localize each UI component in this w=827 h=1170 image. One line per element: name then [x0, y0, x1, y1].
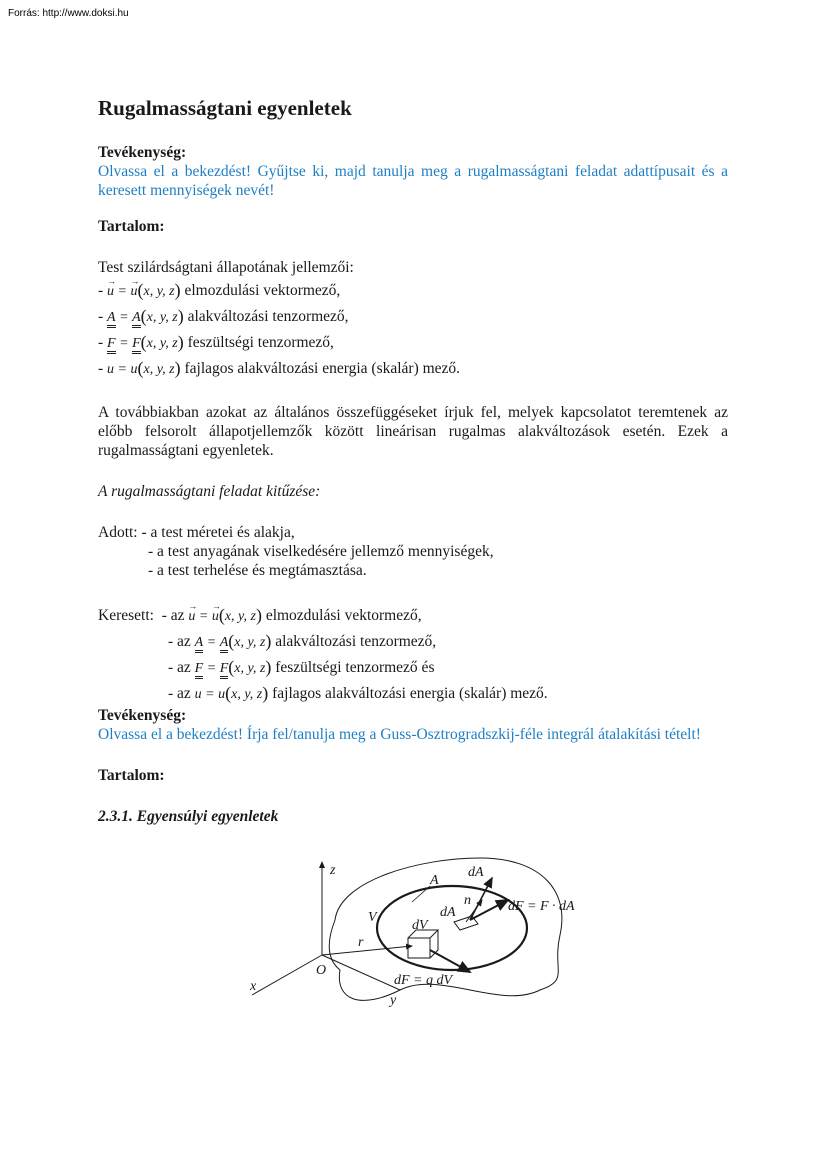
state-item-energy: - u = u(x, y, z) fajlagos alakváltozási energia (skalár) mező. [98, 358, 461, 379]
label-z: z [330, 863, 336, 878]
y-axis [322, 955, 400, 990]
document-page [98, 96, 728, 826]
label-dv: dV [412, 918, 428, 933]
r-vector [322, 946, 412, 955]
label-volume-force: dF = q dV [394, 973, 453, 988]
sought-item-displacement: Keresett: - az → u = → u(x, y, z) elmozdulási vektormező, [98, 602, 728, 628]
label-da-vector: dA [468, 865, 484, 880]
source-url: Forrás: http://www.doksi.hu [8, 8, 129, 19]
label-surface-force: dF = F · dA [508, 899, 575, 914]
given-block [98, 523, 728, 580]
label-da: dA [440, 905, 456, 920]
state-item-strain: - A = A(x, y, z) alakváltozási tenzormező, [98, 306, 349, 327]
sought-item-stress: - az F = F(x, y, z) feszültségi tenzormező és [168, 657, 435, 678]
equilibrium-figure [240, 850, 600, 1020]
given-item: - a test méretei és alakja, [141, 524, 295, 542]
label-o: O [316, 963, 327, 978]
label-n: n [464, 893, 471, 908]
dv-cube [408, 930, 438, 958]
label-r: r [358, 935, 364, 950]
state-item-displacement: - → u = → u(x, y, z) elmozdulási vektormező, [98, 277, 728, 303]
given-label: Adott: [98, 524, 138, 542]
state-list [98, 277, 728, 381]
label-a: A [430, 873, 439, 888]
label-v: V [368, 910, 377, 925]
state-intro: Test szilárdságtani állapotának jellemzői: [98, 259, 354, 277]
given-item: - a test anyagának viselkedésére jellemző mennyiségek, [148, 543, 494, 561]
sought-label: Keresett: [98, 607, 154, 625]
sought-item-strain: - az A = A(x, y, z) alakváltozási tenzormező, [168, 631, 437, 652]
state-item-stress: - F = F(x, y, z) feszültségi tenzormező, [98, 332, 334, 353]
label-x: x [250, 979, 257, 994]
content-label-2: Tartalom: [98, 767, 165, 785]
x-axis [252, 955, 322, 995]
problem-heading: A rugalmasságtani feladat kitűzése: [98, 483, 321, 501]
page-title: Rugalmasságtani egyenletek [98, 96, 352, 120]
volume-region [377, 886, 527, 970]
activity-label-1: Tevékenység: [98, 144, 187, 162]
section-heading: 2.3.1. Egyensúlyi egyenletek [98, 808, 279, 826]
activity-text-1: Olvassa el a bekezdést! Gyűjtse ki, majd tanulja meg a rugalmasságtani feladat adattípusait és a keresett mennyiségek nevét! [98, 163, 728, 200]
label-y: y [390, 993, 397, 1008]
sought-block [98, 602, 728, 706]
sought-item-energy: - az u = u(x, y, z) fajlagos alakváltozási energia (skalár) mező. [168, 683, 548, 704]
content-label-1: Tartalom: [98, 218, 165, 236]
given-item: - a test terhelése és megtámasztása. [148, 562, 367, 580]
activity-text-2: Olvassa el a bekezdést! Írja fel/tanulja meg a Guss-Osztrogradszkij-féle integrál átalakítási tételt! [98, 726, 701, 744]
activity-label-2: Tevékenység: [98, 707, 187, 725]
paragraph-intro: A továbbiakban azokat az általános összefüggéseket írjuk fel, melyek kapcsolatot teremtenek az előbb felsorolt állapotjellemzők között lineárisan rugalmas alakváltozások esetén. Ezek a rugalmasságtani egyenletek. [98, 404, 728, 460]
